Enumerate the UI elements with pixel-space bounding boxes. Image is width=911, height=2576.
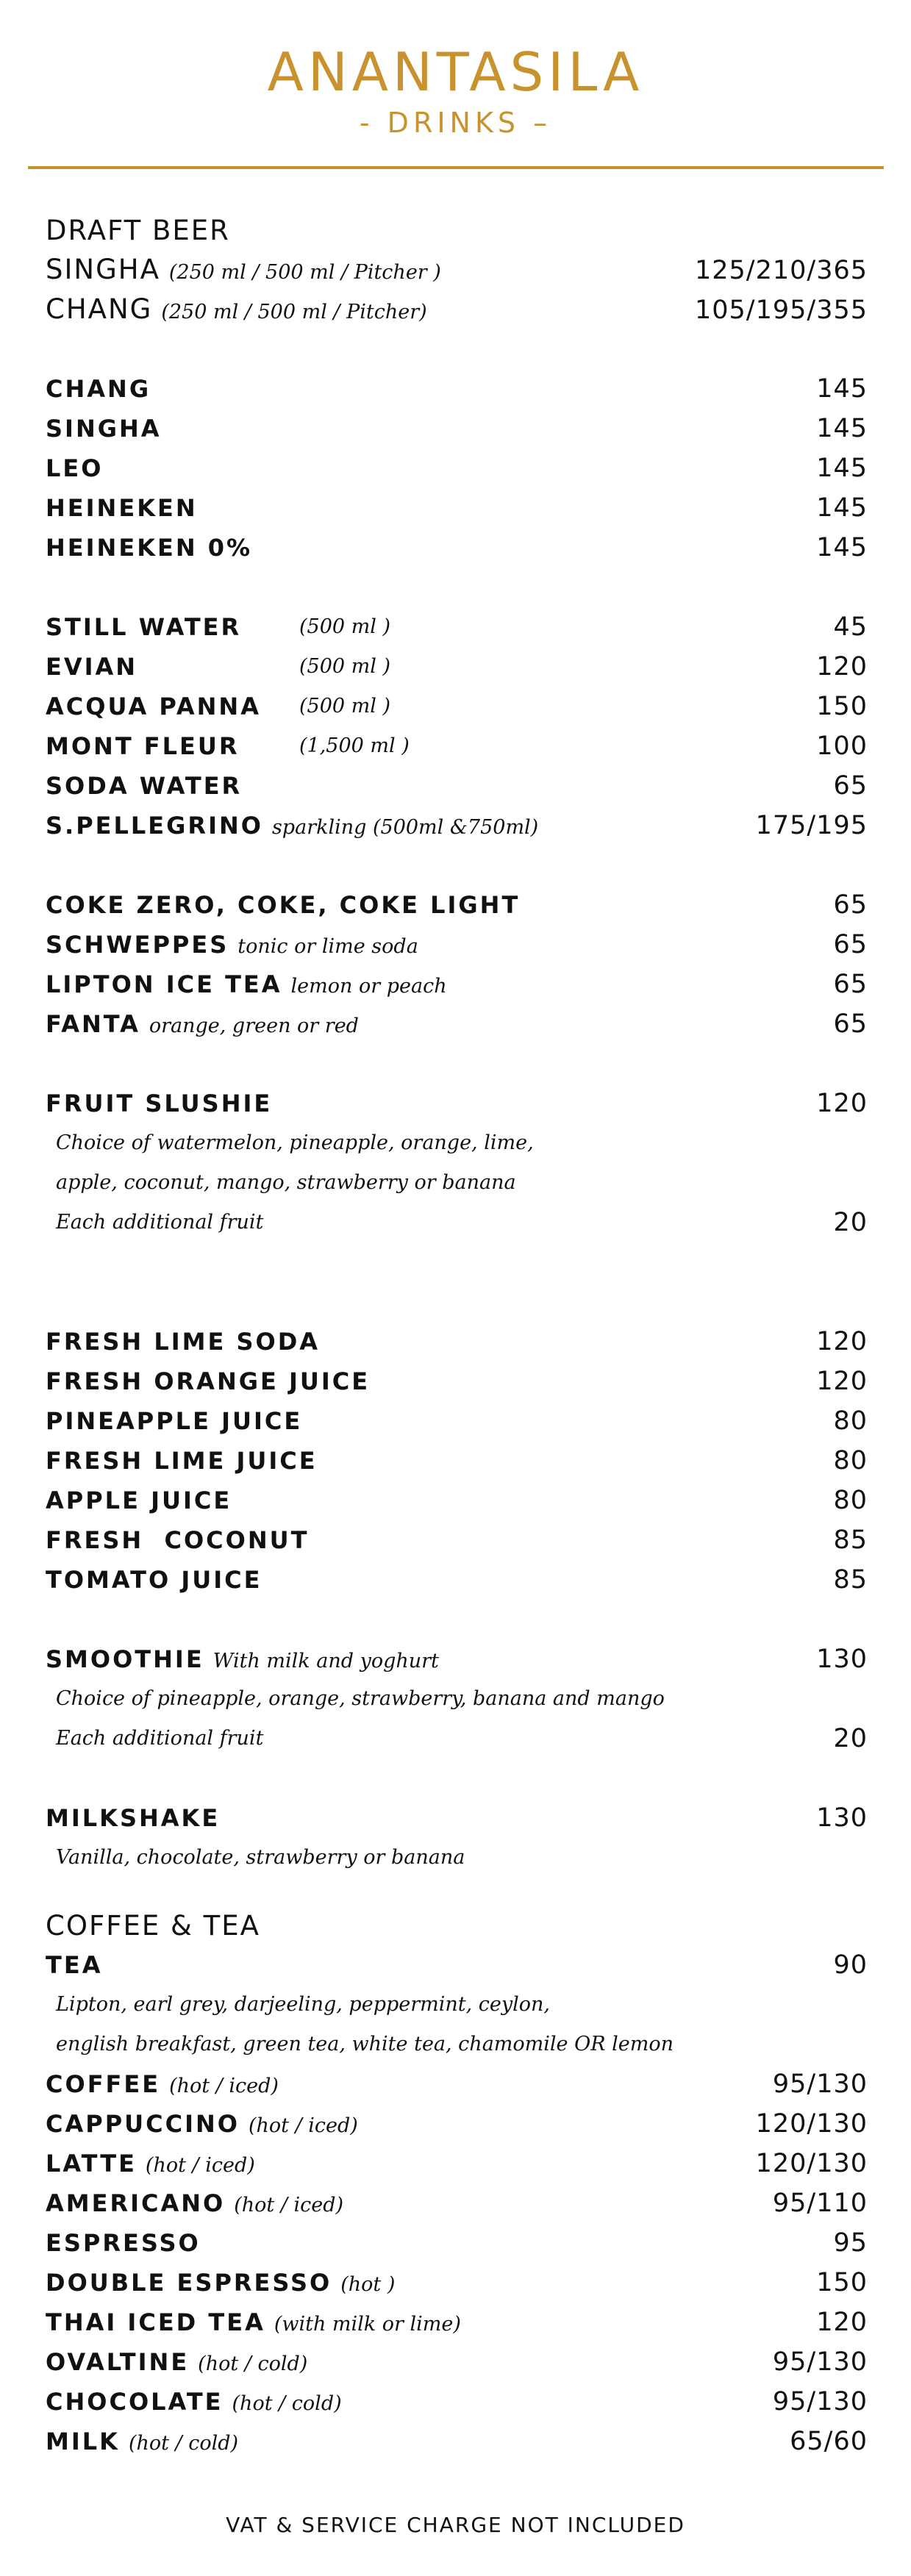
item-description: apple, coconut, mango, strawberry or banana <box>56 1171 516 1194</box>
menu-item <box>46 1084 868 1123</box>
menu-item <box>46 1560 868 1600</box>
menu-item <box>46 488 868 528</box>
extra-label: Each additional fruit <box>56 1727 264 1750</box>
item-price: 150 <box>816 2268 868 2297</box>
item-price: 95/130 <box>772 2347 868 2377</box>
item-price: 175/195 <box>755 811 868 840</box>
item-price: 80 <box>833 1446 868 1475</box>
item-note: lemon or peach <box>290 975 447 998</box>
item-note: (hot / cold) <box>128 2432 239 2455</box>
item-price: 130 <box>816 1803 868 1833</box>
extra-label: Each additional fruit <box>56 1211 264 1234</box>
menu-item <box>46 369 868 409</box>
menu-item <box>46 1004 868 1044</box>
footer-notice: VAT & SERVICE CHARGE NOT INCLUDED <box>226 2513 685 2537</box>
extra-option <box>46 1719 868 1759</box>
item-price: 65 <box>833 1009 868 1039</box>
menu-item <box>46 448 868 488</box>
item-price: 85 <box>833 1565 868 1595</box>
item-note: (250 ml / 500 ml / Pitcher ) <box>168 261 441 284</box>
menu-item <box>46 1945 868 1985</box>
item-name: LIPTON ICE TEA <box>46 970 282 998</box>
item-price: 145 <box>816 454 868 483</box>
menu-item <box>46 925 868 965</box>
menu-item <box>46 250 868 290</box>
menu-item <box>46 2382 868 2422</box>
item-price: 65 <box>833 890 868 920</box>
item-note: (500 ml ) <box>299 655 391 678</box>
extra-price: 20 <box>833 1208 868 1237</box>
menu-item <box>46 2223 868 2263</box>
item-name: COKE ZERO, COKE, COKE LIGHT <box>46 891 521 919</box>
menu-item <box>46 1322 868 1362</box>
item-price: 120/130 <box>755 2109 868 2139</box>
item-description: Vanilla, chocolate, strawberry or banana <box>56 1846 465 1869</box>
menu-item <box>46 1798 868 1838</box>
item-name: CHANG <box>46 293 153 325</box>
menu-item <box>46 1441 868 1481</box>
item-note: (hot / iced) <box>249 2114 358 2137</box>
item-price: 145 <box>816 414 868 443</box>
item-name: SINGHA <box>46 254 160 285</box>
item-name: HEINEKEN <box>46 494 198 522</box>
menu-item <box>46 2064 868 2104</box>
item-name: SINGHA <box>46 415 162 443</box>
item-name: EVIAN <box>46 653 138 681</box>
item-price: 145 <box>816 493 868 523</box>
item-name: STILL WATER <box>46 613 242 641</box>
menu-item <box>46 766 868 806</box>
item-note: (hot ) <box>340 2273 396 2296</box>
menu-item <box>46 2422 868 2461</box>
item-name: TEA <box>46 1951 103 1979</box>
item-name: FANTA <box>46 1010 140 1038</box>
menu-item <box>46 290 868 329</box>
item-price: 95/110 <box>772 2189 868 2218</box>
menu-item <box>46 607 868 647</box>
menu-subtitle: - DRINKS – <box>359 107 552 139</box>
menu-item <box>46 806 868 845</box>
item-description: english breakfast, green tea, white tea, chamomile OR lemon <box>56 2033 674 2056</box>
item-name: DOUBLE ESPRESSO <box>46 2269 332 2297</box>
menu-item <box>46 2303 868 2342</box>
item-description: Choice of watermelon, pineapple, orange, lime, <box>56 1131 534 1154</box>
item-price: 120 <box>816 2308 868 2337</box>
menu-item <box>46 2183 868 2223</box>
item-note: sparkling (500ml &750ml) <box>271 816 539 839</box>
header-divider <box>28 166 884 169</box>
item-note: orange, green or red <box>149 1015 359 1037</box>
item-name: FRESH ORANGE JUICE <box>46 1367 371 1395</box>
item-note: With milk and yoghurt <box>212 1650 439 1672</box>
item-price: 95 <box>833 2228 868 2258</box>
item-note: (hot / cold) <box>232 2392 342 2415</box>
item-name: APPLE JUICE <box>46 1486 232 1514</box>
item-price: 120 <box>816 1367 868 1396</box>
menu-item <box>46 726 868 766</box>
item-name: COFFEE <box>46 2070 161 2098</box>
menu-item <box>46 2104 868 2144</box>
item-price: 100 <box>816 731 868 761</box>
item-price: 80 <box>833 1486 868 1515</box>
extra-option <box>46 1203 868 1242</box>
menu-item <box>46 687 868 726</box>
item-note: (250 ml / 500 ml / Pitcher) <box>161 301 427 323</box>
item-price: 90 <box>833 1950 868 1980</box>
item-description: Lipton, earl grey, darjeeling, peppermint, ceylon, <box>56 1993 551 2016</box>
item-price: 120 <box>816 1089 868 1118</box>
menu-item <box>46 528 868 568</box>
section-heading-coffee-tea: COFFEE & TEA <box>46 1910 260 1942</box>
item-name: MONT FLEUR <box>46 732 240 760</box>
menu-item <box>46 1401 868 1441</box>
menu-item <box>46 965 868 1004</box>
item-price: 120 <box>816 652 868 681</box>
section-heading-draft-beer: DRAFT BEER <box>46 215 230 246</box>
item-note: (hot / iced) <box>169 2075 279 2097</box>
item-name: LEO <box>46 454 104 482</box>
item-price: 120/130 <box>755 2149 868 2178</box>
menu-item <box>46 2144 868 2183</box>
item-name: FRUIT SLUSHIE <box>46 1090 273 1117</box>
item-price: 125/210/365 <box>695 256 868 285</box>
menu-item <box>46 2263 868 2303</box>
item-price: 80 <box>833 1406 868 1436</box>
item-price: 95/130 <box>772 2387 868 2416</box>
item-price: 45 <box>833 612 868 642</box>
item-note: (hot / cold) <box>198 2353 308 2375</box>
item-name: AMERICANO <box>46 2189 226 2217</box>
item-name: CHANG <box>46 375 151 403</box>
extra-price: 20 <box>833 1724 868 1753</box>
item-price: 145 <box>816 374 868 404</box>
item-price: 65 <box>833 970 868 999</box>
menu-item <box>46 1481 868 1520</box>
item-price: 95/130 <box>772 2069 868 2099</box>
item-note: (hot / iced) <box>145 2154 255 2177</box>
item-name: SMOOTHIE <box>46 1645 204 1673</box>
item-name: CAPPUCCINO <box>46 2110 240 2138</box>
item-name: FRESH COCONUT <box>46 1526 310 1554</box>
menu-item <box>46 885 868 925</box>
item-note: (1,500 ml ) <box>299 734 410 757</box>
item-name: SODA WATER <box>46 772 243 800</box>
item-name: CHOCOLATE <box>46 2388 224 2416</box>
menu-item <box>46 2342 868 2382</box>
item-description: Choice of pineapple, orange, strawberry, banana and mango <box>56 1687 665 1710</box>
menu-content <box>46 212 868 2461</box>
item-name: MILKSHAKE <box>46 1804 221 1832</box>
item-note: (500 ml ) <box>299 615 391 638</box>
menu-item <box>46 409 868 448</box>
item-price: 120 <box>816 1327 868 1356</box>
item-name: MILK <box>46 2427 120 2455</box>
item-name: PINEAPPLE JUICE <box>46 1407 303 1435</box>
item-name: HEINEKEN 0% <box>46 534 253 562</box>
item-name: LATTE <box>46 2150 137 2178</box>
menu-item <box>46 647 868 687</box>
item-note: tonic or lime soda <box>237 935 418 958</box>
item-price: 65 <box>833 930 868 959</box>
item-name: SCHWEPPES <box>46 931 229 959</box>
menu-item <box>46 1362 868 1401</box>
menu-item <box>46 1639 868 1679</box>
item-name: S.PELLEGRINO <box>46 812 263 840</box>
menu-item <box>46 1520 868 1560</box>
item-price: 130 <box>816 1645 868 1674</box>
item-name: ACQUA PANNA <box>46 693 261 720</box>
item-price: 65 <box>833 771 868 801</box>
item-note: (with milk or lime) <box>274 2313 461 2336</box>
item-price: 145 <box>816 533 868 562</box>
item-name: ESPRESSO <box>46 2229 201 2257</box>
item-name: THAI ICED TEA <box>46 2308 265 2336</box>
item-price: 65/60 <box>790 2427 868 2456</box>
item-name: FRESH LIME JUICE <box>46 1447 318 1475</box>
item-note: (hot / iced) <box>234 2194 344 2217</box>
item-name: TOMATO JUICE <box>46 1566 262 1594</box>
item-price: 85 <box>833 1525 868 1555</box>
item-price: 150 <box>816 692 868 721</box>
brand-title: ANANTASILA <box>267 41 644 103</box>
item-name: FRESH LIME SODA <box>46 1328 321 1356</box>
item-price: 105/195/355 <box>695 296 868 325</box>
item-name: OVALTINE <box>46 2348 190 2376</box>
item-note: (500 ml ) <box>299 695 391 718</box>
